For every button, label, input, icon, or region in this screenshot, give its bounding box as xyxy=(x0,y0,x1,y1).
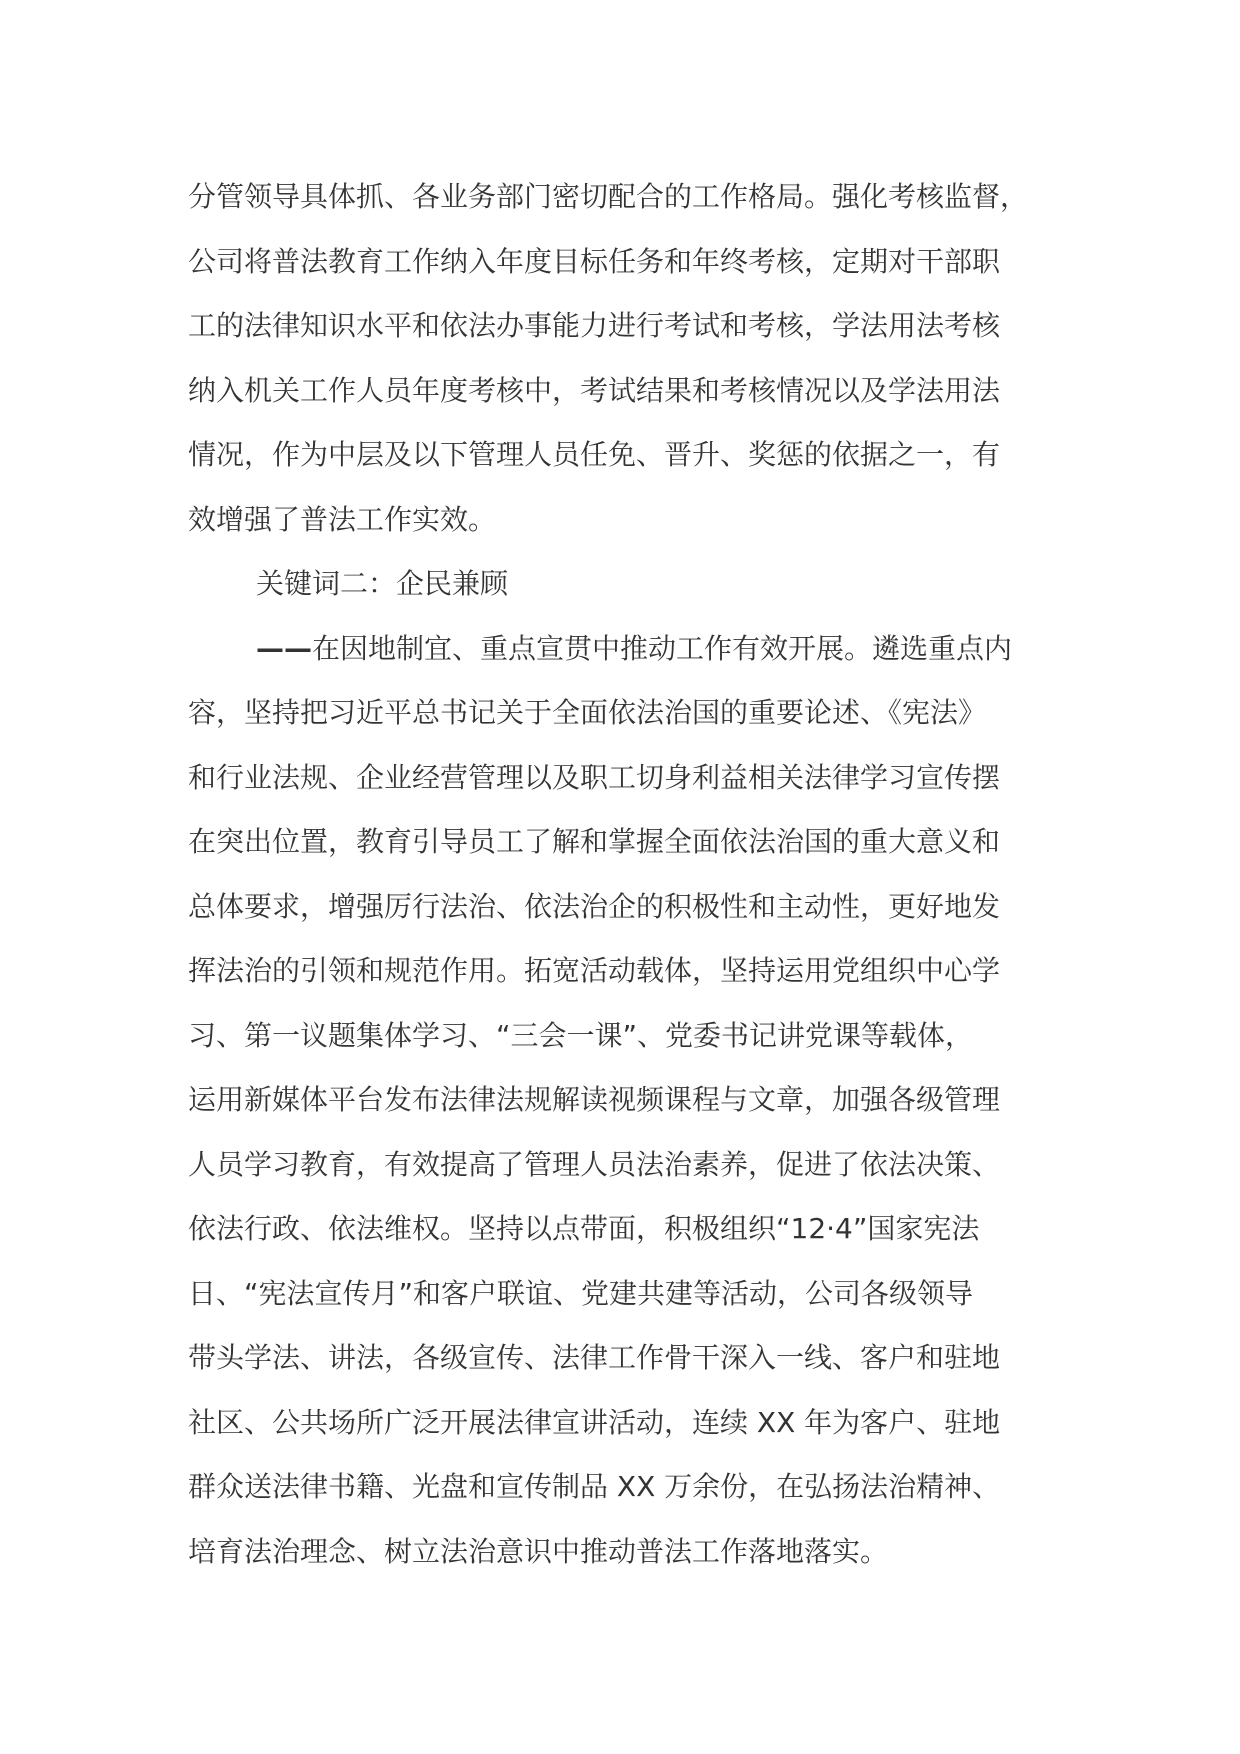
text-line: 纳入机关工作人员年度考核中，考试结果和考核情况以及学法用法 xyxy=(188,373,1001,407)
text-line: 分管领导具体抓、各业务部门密切配合的工作格局。强化考核监督， xyxy=(188,180,1029,213)
text-line: 在因地制宜、重点宣贯中推动工作有效开展。遴选重点内 xyxy=(312,631,1013,665)
text-line: 情况，作为中层及以下管理人员任免、晋升、奖惩的依据之一，有 xyxy=(188,438,1001,471)
text-line: 群众送法律书籍、光盘和宣传制品 XX 万余份，在弘扬法治精神、 xyxy=(188,1470,1001,1503)
text-line: 培育法治理念、树立法治意识中推动普法工作落地落实。 xyxy=(188,1534,889,1568)
paragraph-2 xyxy=(188,617,1068,1585)
text-line: 运用新媒体平台发布法律法规解读视频课程与文章，加强各级管理 xyxy=(188,1083,1001,1116)
text-line: 习、第一议题集体学习、“三会一课”、党委书记讲党课等载体， xyxy=(188,1018,974,1052)
text-line: 公司将普法教育工作纳入年度目标任务和年终考核，定期对干部职 xyxy=(188,244,1001,278)
text-line: 总体要求，增强厉行法治、依法治企的积极性和主动性，更好地发 xyxy=(188,889,1001,923)
paragraph-1 xyxy=(188,165,1068,552)
text-line: 工的法律知识水平和依法办事能力进行考试和考核，学法用法考核 xyxy=(188,309,1001,342)
text-line: 和行业法规、企业经营管理以及职工切身利益相关法律学习宣传摆 xyxy=(188,760,1001,794)
text-line: 在突出位置，教育引导员工了解和掌握全面依法治国的重大意义和 xyxy=(188,825,1001,858)
text-line: 社区、公共场所广泛开展法律宣讲活动，连续 XX 年为客户、驻地 xyxy=(188,1405,1001,1439)
text-line: 挥法治的引领和规范作用。拓宽活动载体，坚持运用党组织中心学 xyxy=(188,954,1001,987)
text-line: 依法行政、依法维权。坚持以点带面，积极组织“12·4”国家宪法 xyxy=(188,1212,980,1245)
text-line: 日、“宪法宣传月”和客户联谊、党建共建等活动，公司各级领导 xyxy=(188,1276,974,1310)
document-body xyxy=(188,165,1068,1584)
keyword-heading: 关键词二：企民兼顾 xyxy=(256,567,509,600)
em-dash: —— xyxy=(256,631,312,665)
text-line: 效增强了普法工作实效。 xyxy=(188,502,497,536)
text-line: 带头学法、讲法，各级宣传、法律工作骨干深入一线、客户和驻地 xyxy=(188,1341,1001,1374)
text-line: 容，坚持把习近平总书记关于全面依法治国的重要论述、《宪法》 xyxy=(188,696,987,729)
paragraph-first-line xyxy=(188,617,1068,682)
text-line: 人员学习教育，有效提高了管理人员法治素养，促进了依法决策、 xyxy=(188,1147,1001,1181)
